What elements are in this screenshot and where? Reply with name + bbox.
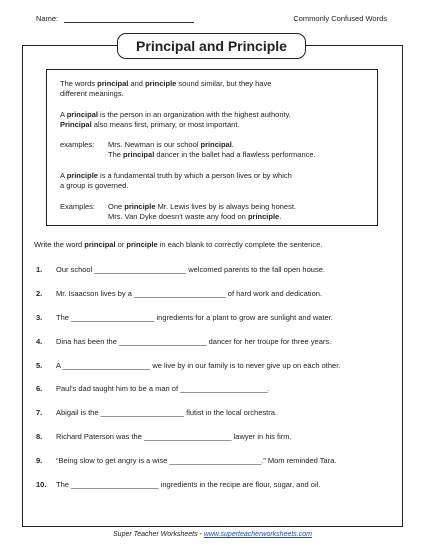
question-3[interactable]: 3. The ____________________ ingredients for a plant to grow are sunlight and water. (36, 313, 333, 322)
instructions: Write the word principal or principle in each blank to correctly complete the sentence. (34, 240, 323, 249)
footer-link[interactable]: www.superteacherworksheets.com (203, 531, 312, 538)
question-1[interactable]: 1. Our school ______________________ welcomed parents to the fall open house. (36, 265, 325, 274)
footer (0, 531, 425, 538)
examples-label-2: Examples: (60, 202, 96, 211)
example-principle-1: One principle Mr. Lewis lives by is always being honest. (108, 202, 297, 211)
question-5[interactable]: 5. A _____________________ we live by in our family is to never give up on each other. (36, 361, 341, 370)
definition-principle: A principle is a fundamental truth by which a person lives or by which (60, 171, 292, 180)
definition-box (46, 69, 378, 226)
intro-line-1: The words principal and principle sound similar, but they have (60, 79, 272, 88)
example-principal-1: Mrs. Newman is our school principal. (108, 140, 234, 149)
page-title: Principal and Principle (117, 33, 306, 59)
question-10[interactable]: 10. The _____________________ ingredients in the recipe are flour, sugar, and oil. (36, 480, 321, 489)
name-field[interactable] (36, 14, 194, 23)
name-line[interactable] (64, 14, 194, 23)
question-2[interactable]: 2. Mr. Isaacson lives by a ______________________ of hard work and dedication. (36, 289, 323, 298)
question-8[interactable]: 8. Richard Paterson was the _____________________ lawyer in his firm. (36, 432, 292, 441)
example-principal-2: The principal dancer in the ballet had a flawless performance. (108, 150, 316, 159)
intro-line-2: different meanings. (60, 89, 124, 98)
definition-principal: A principal is the person in an organization with the highest authority. (60, 110, 291, 119)
question-7[interactable]: 7. Abigail is the ____________________ flutist in the local orchestra. (36, 408, 277, 417)
name-label: Name: (36, 14, 59, 23)
examples-label-1: examples: (60, 140, 95, 149)
definition-principle-2: a group is governed. (60, 181, 129, 190)
question-6[interactable]: 6. Paul’s dad taught him to be a man of _____________________. (36, 384, 270, 393)
footer-separator: - (197, 531, 204, 538)
question-4[interactable]: 4. Dina has been the _____________________ dancer for her troupe for three years. (36, 337, 332, 346)
definition-principal-2: Principal also means first, primary, or most important. (60, 120, 240, 129)
footer-brand: Super Teacher Worksheets (113, 531, 198, 538)
example-principle-2: Mrs. Van Dyke doesn’t waste any food on principle. (108, 212, 282, 221)
question-9[interactable]: 9. “Being slow to get angry is a wise ______________________.” Mom reminded Tara. (36, 456, 337, 465)
worksheet-topic: Commonly Confused Words (293, 14, 387, 23)
